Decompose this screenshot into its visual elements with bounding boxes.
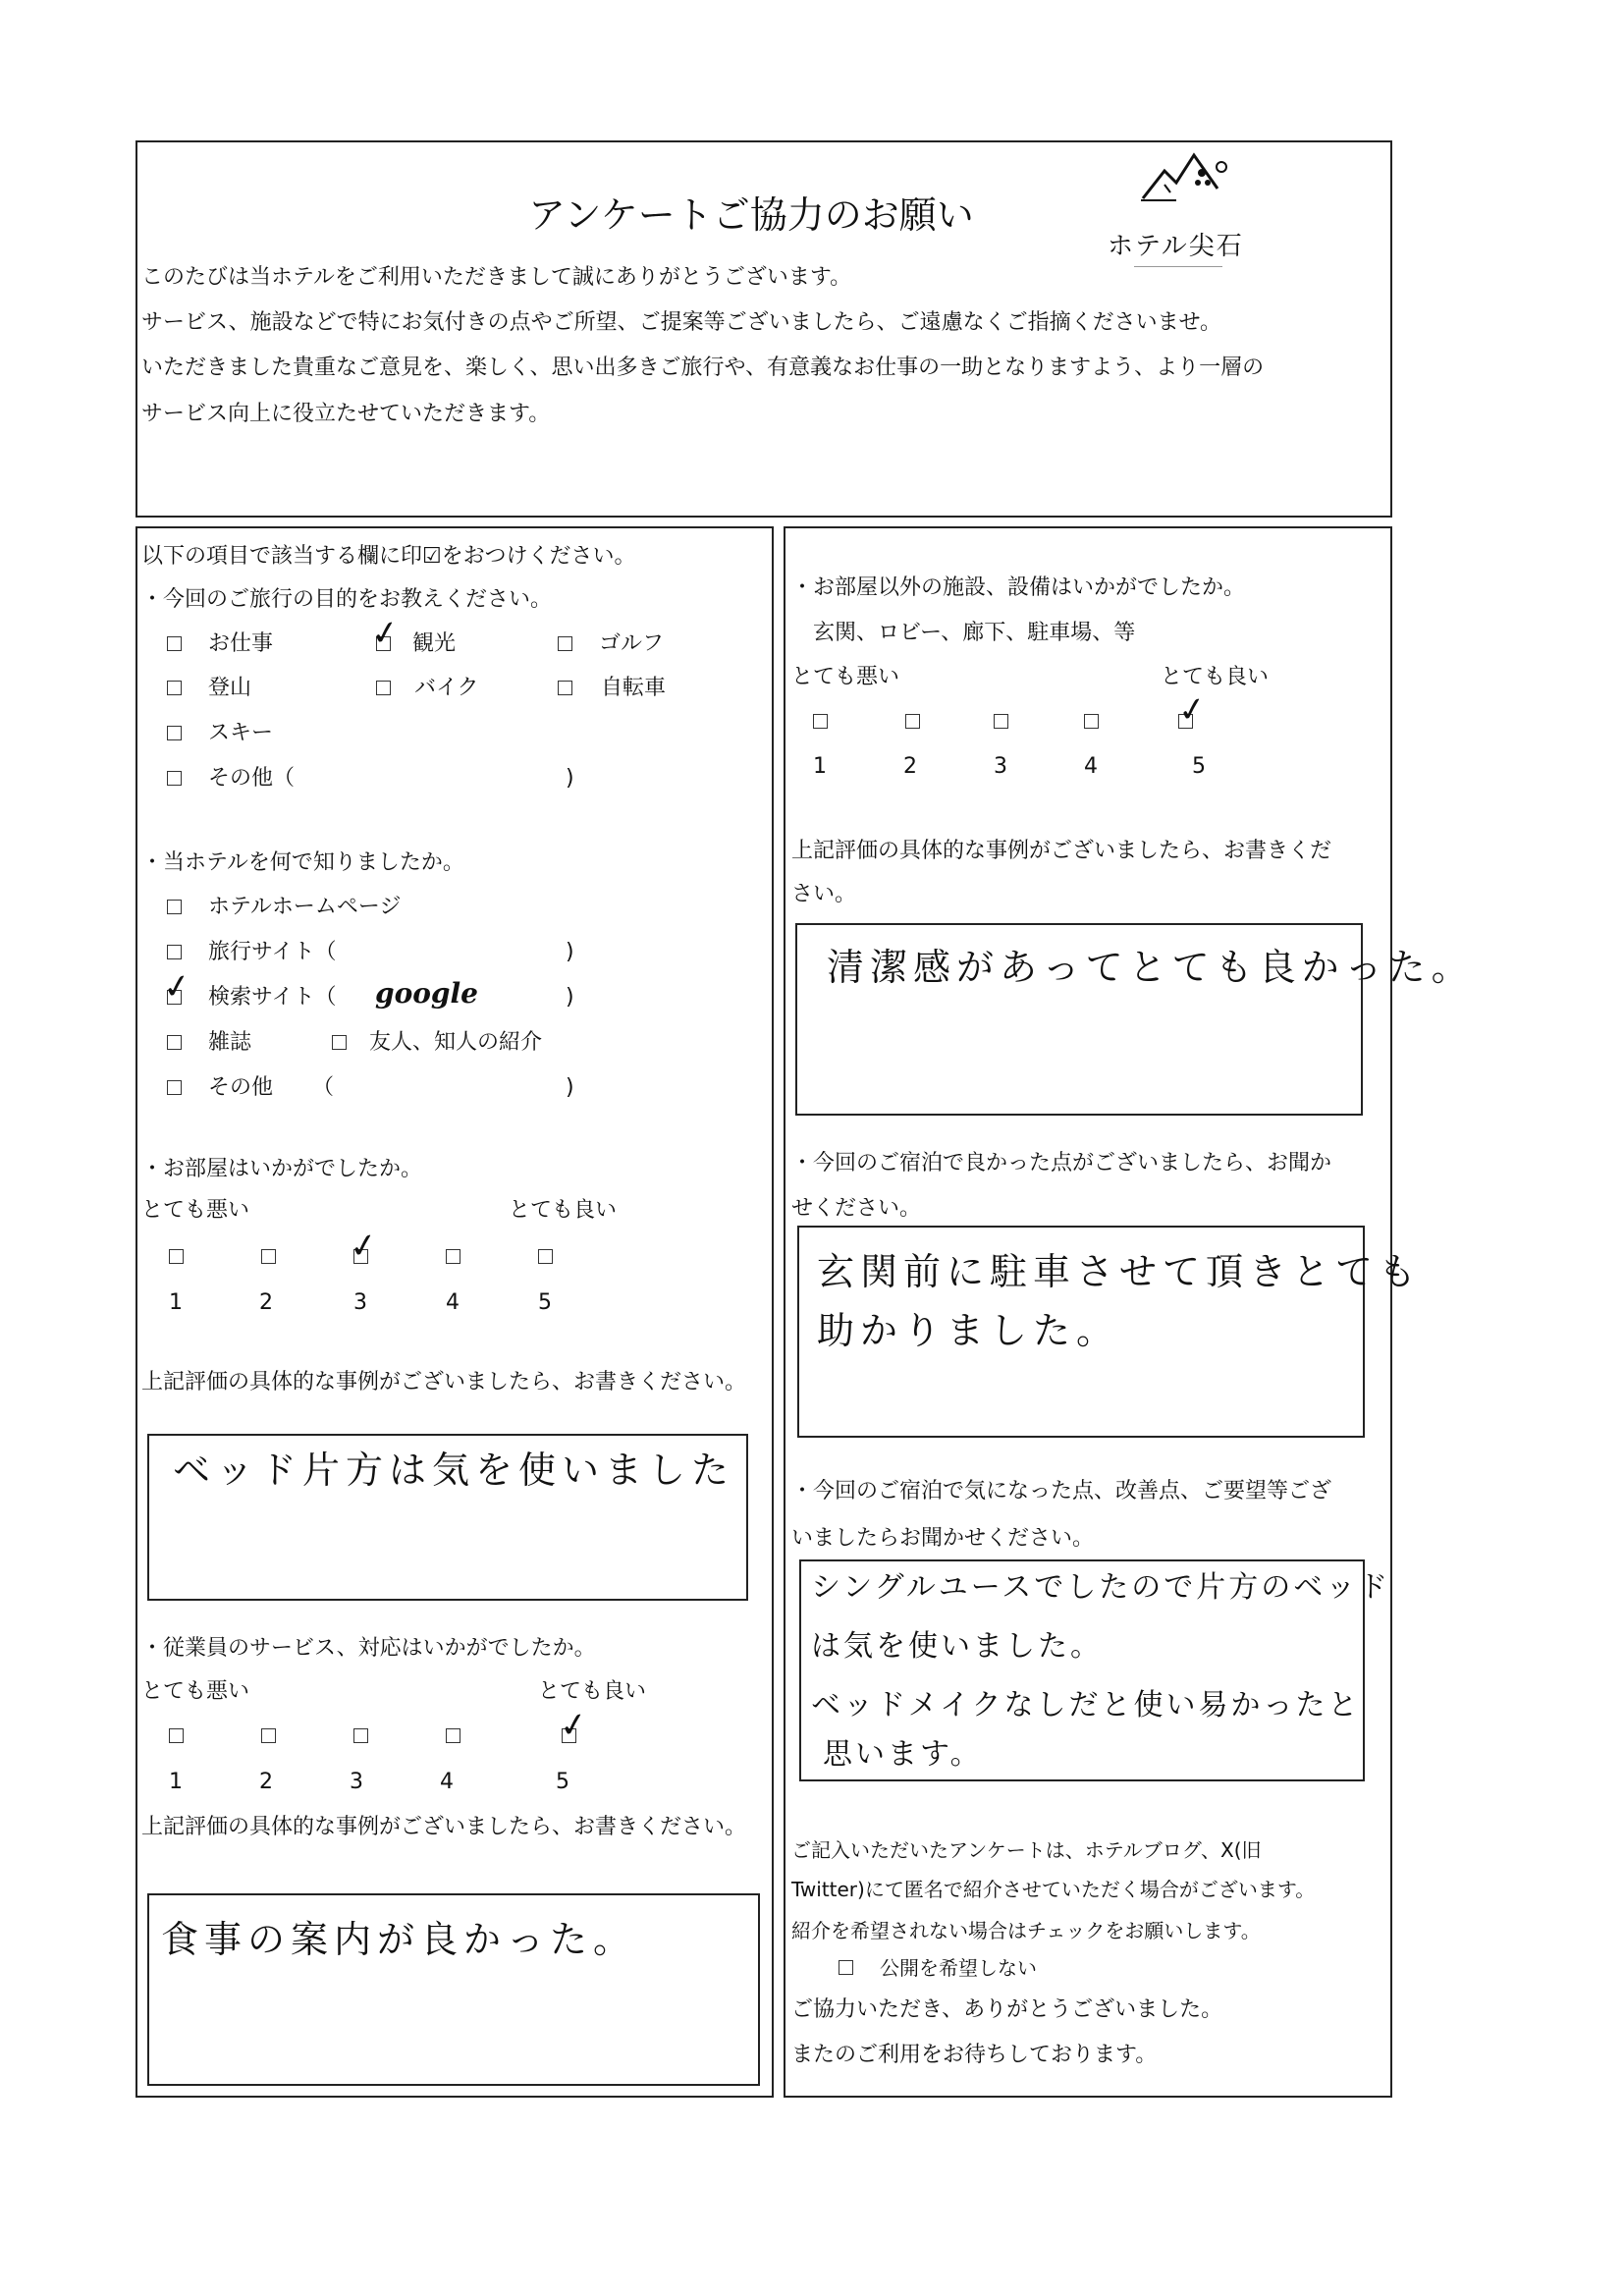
- source-question: ・当ホテルを何で知りましたか。: [141, 850, 464, 875]
- staff-scale-1: 1: [169, 1770, 183, 1794]
- source-search-site-close-paren: ): [566, 985, 574, 1010]
- hotel-logo-name: ホテル尖石: [1108, 232, 1244, 261]
- concerns-comment-line-4: 思います。: [823, 1737, 983, 1772]
- concerns-comment-line-2: は気を使いました。: [811, 1629, 1103, 1664]
- purpose-sightseeing-checkmark-icon: ✓: [368, 612, 403, 655]
- staff-rating-1-checkbox[interactable]: [169, 1728, 184, 1743]
- footer-closing: またのご利用をお待ちしております。: [791, 2043, 1158, 2067]
- staff-scale-4: 4: [440, 1770, 454, 1794]
- staff-question: ・従業員のサービス、対応はいかがでしたか。: [141, 1636, 596, 1661]
- good-points-question-line-2: せください。: [791, 1196, 922, 1221]
- concerns-question-line-1: ・今回のご宿泊で気になった点、改善点、ご要望等ござ: [791, 1479, 1332, 1503]
- hotel-logo-mountain-icon: [1137, 149, 1235, 210]
- good-points-comment-line-2: 助かりました。: [817, 1309, 1120, 1352]
- footer-line-1: ご記入いただいたアンケートは、ホテルブログ、X(旧: [791, 1838, 1262, 1862]
- staff-rating-3-checkbox[interactable]: [353, 1728, 368, 1743]
- room-question: ・お部屋はいかがでしたか。: [141, 1157, 423, 1181]
- facilities-rating-5-checkmark-icon: ✓: [1175, 688, 1210, 732]
- room-low-label: とても悪い: [141, 1198, 250, 1223]
- staff-scale-3: 3: [350, 1770, 363, 1794]
- room-rating-5-checkbox[interactable]: [538, 1249, 553, 1264]
- intro-line-1: このたびは当ホテルをご利用いただきまして誠にありがとうございます。: [141, 265, 852, 290]
- concerns-comment-line-1: シングルユースでしたので片方のベッド: [811, 1570, 1391, 1605]
- source-other-close-paren: ): [566, 1075, 574, 1100]
- source-magazine-label: 雑誌: [208, 1030, 252, 1055]
- survey-title: アンケートご協力のお願い: [528, 193, 974, 237]
- purpose-other-label: その他（: [208, 766, 296, 791]
- purpose-bicycle-label: 自転車: [601, 676, 667, 700]
- source-friend-checkbox[interactable]: [332, 1035, 347, 1050]
- facilities-scale-4: 4: [1084, 754, 1098, 779]
- good-points-comment-line-1: 玄関前に駐車させて頂きとても: [817, 1250, 1423, 1293]
- facilities-scale-2: 2: [903, 754, 917, 779]
- intro-line-4: サービス向上に役立たせていただきます。: [141, 402, 551, 426]
- opt-out-label: 公開を希望しない: [880, 1956, 1037, 1980]
- source-other-checkbox[interactable]: [167, 1080, 182, 1095]
- footer-thanks: ご協力いただき、ありがとうございました。: [791, 1997, 1223, 2022]
- room-rating-3-checkmark-icon: ✓: [347, 1225, 381, 1268]
- purpose-question: ・今回のご旅行の目的をお教えください。: [141, 587, 553, 612]
- source-travel-site-checkbox[interactable]: [167, 945, 182, 959]
- source-magazine-checkbox[interactable]: [167, 1035, 182, 1050]
- staff-scale-2: 2: [259, 1770, 273, 1794]
- intro-line-3: いただきました貴重なご意見を、楽しく、思い出多きご旅行や、有意義なお仕事の一助となりますよう、より一層の: [141, 355, 1265, 380]
- concerns-question-line-2: いましたらお聞かせください。: [791, 1526, 1095, 1551]
- room-scale-2: 2: [259, 1290, 273, 1315]
- purpose-sightseeing-label: 観光: [412, 631, 457, 656]
- purpose-work-label: お仕事: [208, 631, 274, 656]
- source-other-open-paren: （: [312, 1075, 335, 1100]
- source-search-site-answer[interactable]: google: [375, 977, 478, 1010]
- purpose-climbing-label: 登山: [208, 676, 252, 700]
- purpose-motorbike-checkbox[interactable]: [376, 681, 391, 695]
- facilities-scale-1: 1: [813, 754, 827, 779]
- staff-rating-5-checkmark-icon: ✓: [557, 1704, 591, 1747]
- footer-line-2: Twitter)にて匿名で紹介させていただく場合がございます。: [791, 1878, 1316, 1901]
- staff-detail-prompt: 上記評価の具体的な事例がございましたら、お書きください。: [141, 1815, 747, 1839]
- source-friend-label: 友人、知人の紹介: [369, 1030, 543, 1055]
- room-rating-1-checkbox[interactable]: [169, 1249, 184, 1264]
- staff-rating-2-checkbox[interactable]: [261, 1728, 276, 1743]
- purpose-motorbike-label: バイク: [414, 676, 479, 700]
- facilities-examples: 玄関、ロビー、廊下、駐車場、等: [813, 621, 1136, 645]
- good-points-question-line-1: ・今回のご宿泊で良かった点がございましたら、お聞か: [791, 1151, 1332, 1175]
- source-search-site-checkmark-icon: ✓: [160, 965, 194, 1009]
- room-detail-prompt: 上記評価の具体的な事例がございましたら、お書きください。: [141, 1370, 747, 1394]
- source-homepage-label: ホテルホームページ: [208, 895, 402, 919]
- purpose-climbing-checkbox[interactable]: [167, 681, 182, 695]
- purpose-golf-checkbox[interactable]: [558, 636, 572, 651]
- room-scale-3: 3: [353, 1290, 367, 1315]
- facilities-detail-prompt-line-2: さい。: [791, 882, 857, 906]
- facilities-scale-3: 3: [994, 754, 1007, 779]
- room-scale-4: 4: [446, 1290, 460, 1315]
- logo-divider: [1134, 266, 1222, 267]
- facilities-comment-text: 清潔感があってとても良かった。: [827, 946, 1475, 989]
- purpose-work-checkbox[interactable]: [167, 636, 182, 651]
- footer-line-3: 紹介を希望されない場合はチェックをお願いします。: [791, 1919, 1261, 1942]
- facilities-rating-1-checkbox[interactable]: [813, 714, 828, 729]
- facilities-scale-5: 5: [1192, 754, 1206, 779]
- facilities-question: ・お部屋以外の施設、設備はいかがでしたか。: [791, 575, 1246, 600]
- room-rating-2-checkbox[interactable]: [261, 1249, 276, 1264]
- staff-rating-4-checkbox[interactable]: [446, 1728, 460, 1743]
- concerns-comment-line-3: ベッドメイクなしだと使い易かったと: [811, 1688, 1361, 1722]
- source-travel-site-close-paren: ): [566, 940, 574, 964]
- purpose-other-close-paren: ): [566, 766, 574, 791]
- purpose-other-checkbox[interactable]: [167, 771, 182, 786]
- facilities-rating-3-checkbox[interactable]: [994, 714, 1008, 729]
- facilities-detail-prompt-line-1: 上記評価の具体的な事例がございましたら、お書きくだ: [791, 839, 1332, 863]
- staff-comment-text: 食事の案内が良かった。: [161, 1918, 637, 1961]
- source-homepage-checkbox[interactable]: [167, 900, 182, 914]
- facilities-rating-4-checkbox[interactable]: [1084, 714, 1099, 729]
- room-scale-5: 5: [538, 1290, 552, 1315]
- instruction-text: 以下の項目で該当する欄に印☑をおつけください。: [141, 544, 636, 569]
- room-rating-4-checkbox[interactable]: [446, 1249, 460, 1264]
- room-scale-1: 1: [169, 1290, 183, 1315]
- source-search-site-label: 検索サイト（: [208, 985, 337, 1010]
- purpose-ski-checkbox[interactable]: [167, 726, 182, 740]
- purpose-golf-label: ゴルフ: [599, 631, 665, 656]
- source-travel-site-label: 旅行サイト（: [208, 940, 337, 964]
- intro-line-2: サービス、施設などで特にお気付きの点やご所望、ご提案等ございましたら、ご遠慮なくご指摘くださいませ。: [141, 310, 1222, 335]
- purpose-ski-label: スキー: [208, 721, 274, 745]
- facilities-low-label: とても悪い: [791, 665, 900, 689]
- room-comment-text: ベッド片方は気を使いました: [173, 1449, 735, 1492]
- room-high-label: とても良い: [509, 1198, 618, 1223]
- facilities-high-label: とても良い: [1161, 665, 1270, 689]
- facilities-rating-2-checkbox[interactable]: [905, 714, 920, 729]
- opt-out-checkbox[interactable]: [839, 1960, 853, 1975]
- staff-low-label: とても悪い: [141, 1679, 250, 1704]
- staff-scale-5: 5: [556, 1770, 569, 1794]
- staff-high-label: とても良い: [538, 1679, 647, 1704]
- purpose-bicycle-checkbox[interactable]: [558, 681, 572, 695]
- source-other-label: その他: [208, 1075, 274, 1100]
